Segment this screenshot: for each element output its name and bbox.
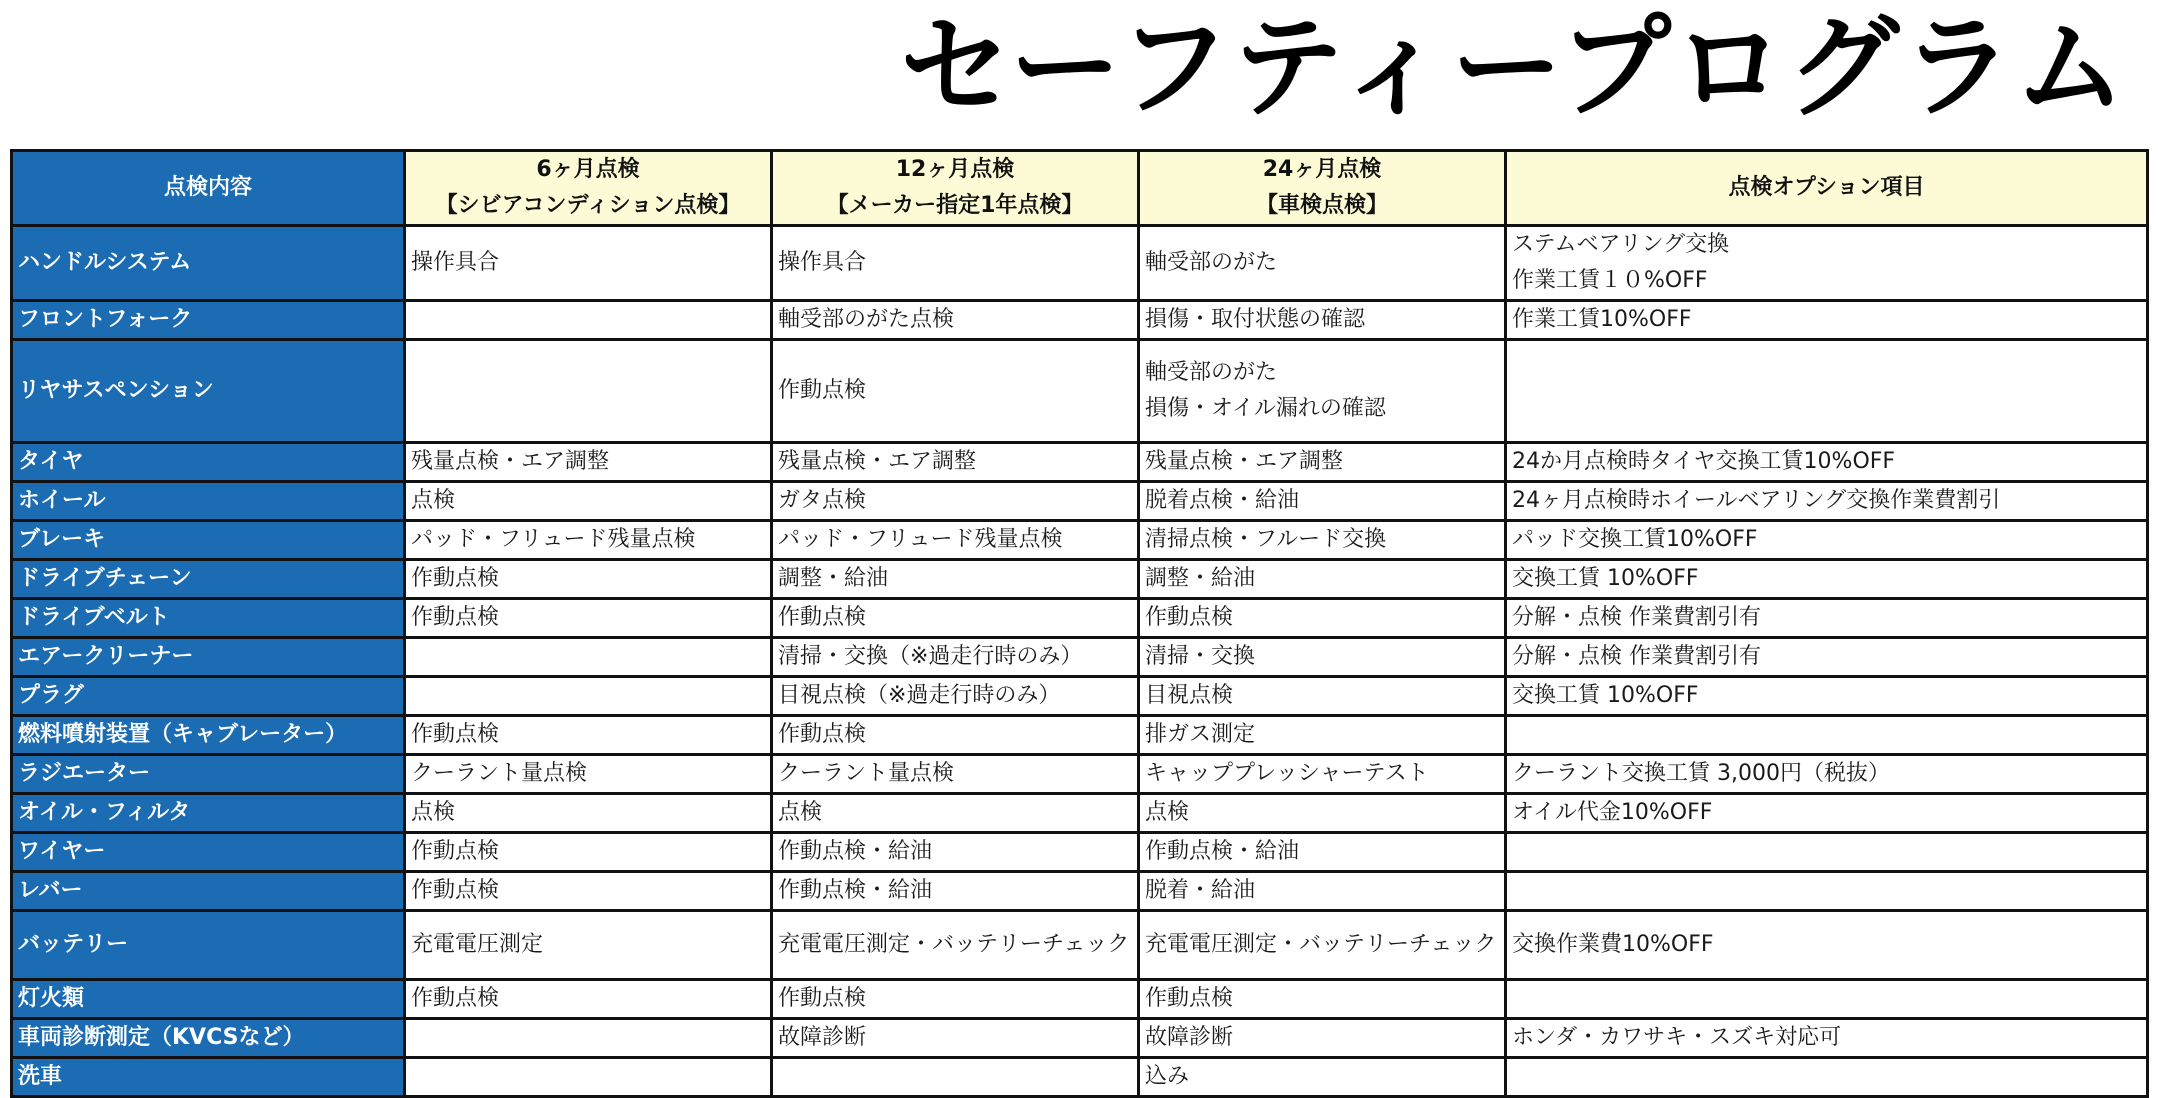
- table-row: [12, 301, 2148, 340]
- cell-6-month: [405, 1019, 772, 1058]
- table-row: [12, 716, 2148, 755]
- table-row: [12, 521, 2148, 560]
- row-category: 燃料噴射装置（キャブレーター）: [12, 716, 405, 755]
- cell-12-month: 調整・給油: [772, 560, 1139, 599]
- cell-6-month: 残量点検・エア調整: [405, 443, 772, 482]
- cell-24-month: 故障診断: [1139, 1019, 1506, 1058]
- header-24-month-subtitle: 【車検点検】: [1255, 193, 1388, 218]
- cell-option: 24か月点検時タイヤ交換工賃10%OFF: [1506, 443, 2148, 482]
- row-category: オイル・フィルタ: [12, 794, 405, 833]
- table-row: [12, 482, 2148, 521]
- header-6-month-title: 6ヶ月点検: [536, 157, 640, 182]
- header-12-month: [772, 151, 1139, 226]
- row-category: エアークリーナー: [12, 638, 405, 677]
- table-row: [12, 980, 2148, 1019]
- table-row: [12, 599, 2148, 638]
- table-row: [12, 443, 2148, 482]
- row-category: 灯火類: [12, 980, 405, 1019]
- cell-option: [1506, 980, 2148, 1019]
- row-category: 洗車: [12, 1058, 405, 1097]
- cell-24-month: 排ガス測定: [1139, 716, 1506, 755]
- row-category: フロントフォーク: [12, 301, 405, 340]
- cell-24-month: 点検: [1139, 794, 1506, 833]
- cell-6-month: 点検: [405, 794, 772, 833]
- cell-6-month: [405, 677, 772, 716]
- cell-option: [1506, 833, 2148, 872]
- cell-24-month: 目視点検: [1139, 677, 1506, 716]
- cell-6-month: [405, 340, 772, 443]
- cell-option: ステムベアリング交換 作業工賃１０%OFF: [1506, 226, 2148, 301]
- table-body: [12, 226, 2148, 1097]
- row-category: レバー: [12, 872, 405, 911]
- cell-12-month: 清掃・交換（※過走行時のみ）: [772, 638, 1139, 677]
- row-category: ドライブチェーン: [12, 560, 405, 599]
- cell-option: 24ヶ月点検時ホイールベアリング交換作業費割引: [1506, 482, 2148, 521]
- cell-12-month: 作動点検: [772, 340, 1139, 443]
- cell-option: 交換工賃 10%OFF: [1506, 677, 2148, 716]
- table-row: [12, 833, 2148, 872]
- cell-option: [1506, 1058, 2148, 1097]
- cell-12-month: [772, 1058, 1139, 1097]
- header-category: 点検内容: [12, 151, 405, 226]
- cell-6-month: 操作具合: [405, 226, 772, 301]
- cell-option: ホンダ・カワサキ・スズキ対応可: [1506, 1019, 2148, 1058]
- table-row: [12, 677, 2148, 716]
- table-row: [12, 755, 2148, 794]
- cell-24-month: 損傷・取付状態の確認: [1139, 301, 1506, 340]
- table-row: [12, 872, 2148, 911]
- row-category: ワイヤー: [12, 833, 405, 872]
- table-row: [12, 1019, 2148, 1058]
- cell-24-month: 清掃点検・フルード交換: [1139, 521, 1506, 560]
- table-row: [12, 638, 2148, 677]
- cell-24-month: 調整・給油: [1139, 560, 1506, 599]
- cell-12-month: 作動点検: [772, 980, 1139, 1019]
- cell-12-month: 作動点検・給油: [772, 872, 1139, 911]
- inspection-table: [10, 149, 2149, 1098]
- table-row: [12, 1058, 2148, 1097]
- header-12-month-subtitle: 【メーカー指定1年点検】: [826, 193, 1084, 218]
- row-category: バッテリー: [12, 911, 405, 980]
- cell-6-month: 作動点検: [405, 980, 772, 1019]
- cell-24-month: 作動点検: [1139, 980, 1506, 1019]
- row-category: ドライブベルト: [12, 599, 405, 638]
- table-row: [12, 340, 2148, 443]
- cell-option: オイル代金10%OFF: [1506, 794, 2148, 833]
- table-row: [12, 226, 2148, 301]
- header-6-month-subtitle: 【シビアコンディション点検】: [435, 193, 741, 218]
- cell-option: [1506, 340, 2148, 443]
- cell-6-month: [405, 1058, 772, 1097]
- cell-24-month: 軸受部のがた 損傷・オイル漏れの確認: [1139, 340, 1506, 443]
- row-category: ハンドルシステム: [12, 226, 405, 301]
- cell-12-month: 点検: [772, 794, 1139, 833]
- table-row: [12, 794, 2148, 833]
- cell-24-month: 込み: [1139, 1058, 1506, 1097]
- cell-12-month: 故障診断: [772, 1019, 1139, 1058]
- row-category: ホイール: [12, 482, 405, 521]
- table-row: [12, 560, 2148, 599]
- header-options: 点検オプション項目: [1506, 151, 2148, 226]
- cell-6-month: クーラント量点検: [405, 755, 772, 794]
- cell-6-month: 充電電圧測定: [405, 911, 772, 980]
- cell-12-month: 作動点検・給油: [772, 833, 1139, 872]
- cell-24-month: 充電電圧測定・バッテリーチェック: [1139, 911, 1506, 980]
- header-24-month-title: 24ヶ月点検: [1262, 157, 1382, 182]
- cell-24-month: 脱着・給油: [1139, 872, 1506, 911]
- cell-12-month: パッド・フリュード残量点検: [772, 521, 1139, 560]
- cell-24-month: 作動点検・給油: [1139, 833, 1506, 872]
- cell-12-month: 軸受部のがた点検: [772, 301, 1139, 340]
- row-category: 車両診断測定（KVCSなど）: [12, 1019, 405, 1058]
- cell-option: 分解・点検 作業費割引有: [1506, 638, 2148, 677]
- cell-12-month: 充電電圧測定・バッテリーチェック: [772, 911, 1139, 980]
- cell-24-month: 軸受部のがた: [1139, 226, 1506, 301]
- cell-option: [1506, 716, 2148, 755]
- cell-6-month: 作動点検: [405, 560, 772, 599]
- cell-6-month: 作動点検: [405, 599, 772, 638]
- cell-24-month: 残量点検・エア調整: [1139, 443, 1506, 482]
- table-header-row: [12, 151, 2148, 226]
- cell-6-month: 点検: [405, 482, 772, 521]
- header-12-month-title: 12ヶ月点検: [895, 157, 1015, 182]
- cell-6-month: パッド・フリュード残量点検: [405, 521, 772, 560]
- row-category: プラグ: [12, 677, 405, 716]
- cell-6-month: 作動点検: [405, 872, 772, 911]
- row-category: ブレーキ: [12, 521, 405, 560]
- header-6-month: [405, 151, 772, 226]
- page-title: セーフティープログラム: [899, 3, 2128, 133]
- cell-option: 交換作業費10%OFF: [1506, 911, 2148, 980]
- cell-24-month: キャッププレッシャーテスト: [1139, 755, 1506, 794]
- cell-6-month: 作動点検: [405, 833, 772, 872]
- cell-12-month: 操作具合: [772, 226, 1139, 301]
- cell-option: 交換工賃 10%OFF: [1506, 560, 2148, 599]
- cell-12-month: 作動点検: [772, 599, 1139, 638]
- cell-12-month: 目視点検（※過走行時のみ）: [772, 677, 1139, 716]
- cell-12-month: 残量点検・エア調整: [772, 443, 1139, 482]
- row-category: ラジエーター: [12, 755, 405, 794]
- cell-option: 分解・点検 作業費割引有: [1506, 599, 2148, 638]
- cell-option: 作業工賃10%OFF: [1506, 301, 2148, 340]
- cell-option: クーラント交換工賃 3,000円（税抜）: [1506, 755, 2148, 794]
- cell-24-month: 作動点検: [1139, 599, 1506, 638]
- cell-12-month: ガタ点検: [772, 482, 1139, 521]
- cell-12-month: クーラント量点検: [772, 755, 1139, 794]
- row-category: リヤサスペンション: [12, 340, 405, 443]
- cell-6-month: [405, 301, 772, 340]
- cell-6-month: [405, 638, 772, 677]
- cell-24-month: 脱着点検・給油: [1139, 482, 1506, 521]
- row-category: タイヤ: [12, 443, 405, 482]
- cell-option: [1506, 872, 2148, 911]
- header-24-month: [1139, 151, 1506, 226]
- cell-24-month: 清掃・交換: [1139, 638, 1506, 677]
- cell-6-month: 作動点検: [405, 716, 772, 755]
- cell-option: パッド交換工賃10%OFF: [1506, 521, 2148, 560]
- table-row: [12, 911, 2148, 980]
- cell-12-month: 作動点検: [772, 716, 1139, 755]
